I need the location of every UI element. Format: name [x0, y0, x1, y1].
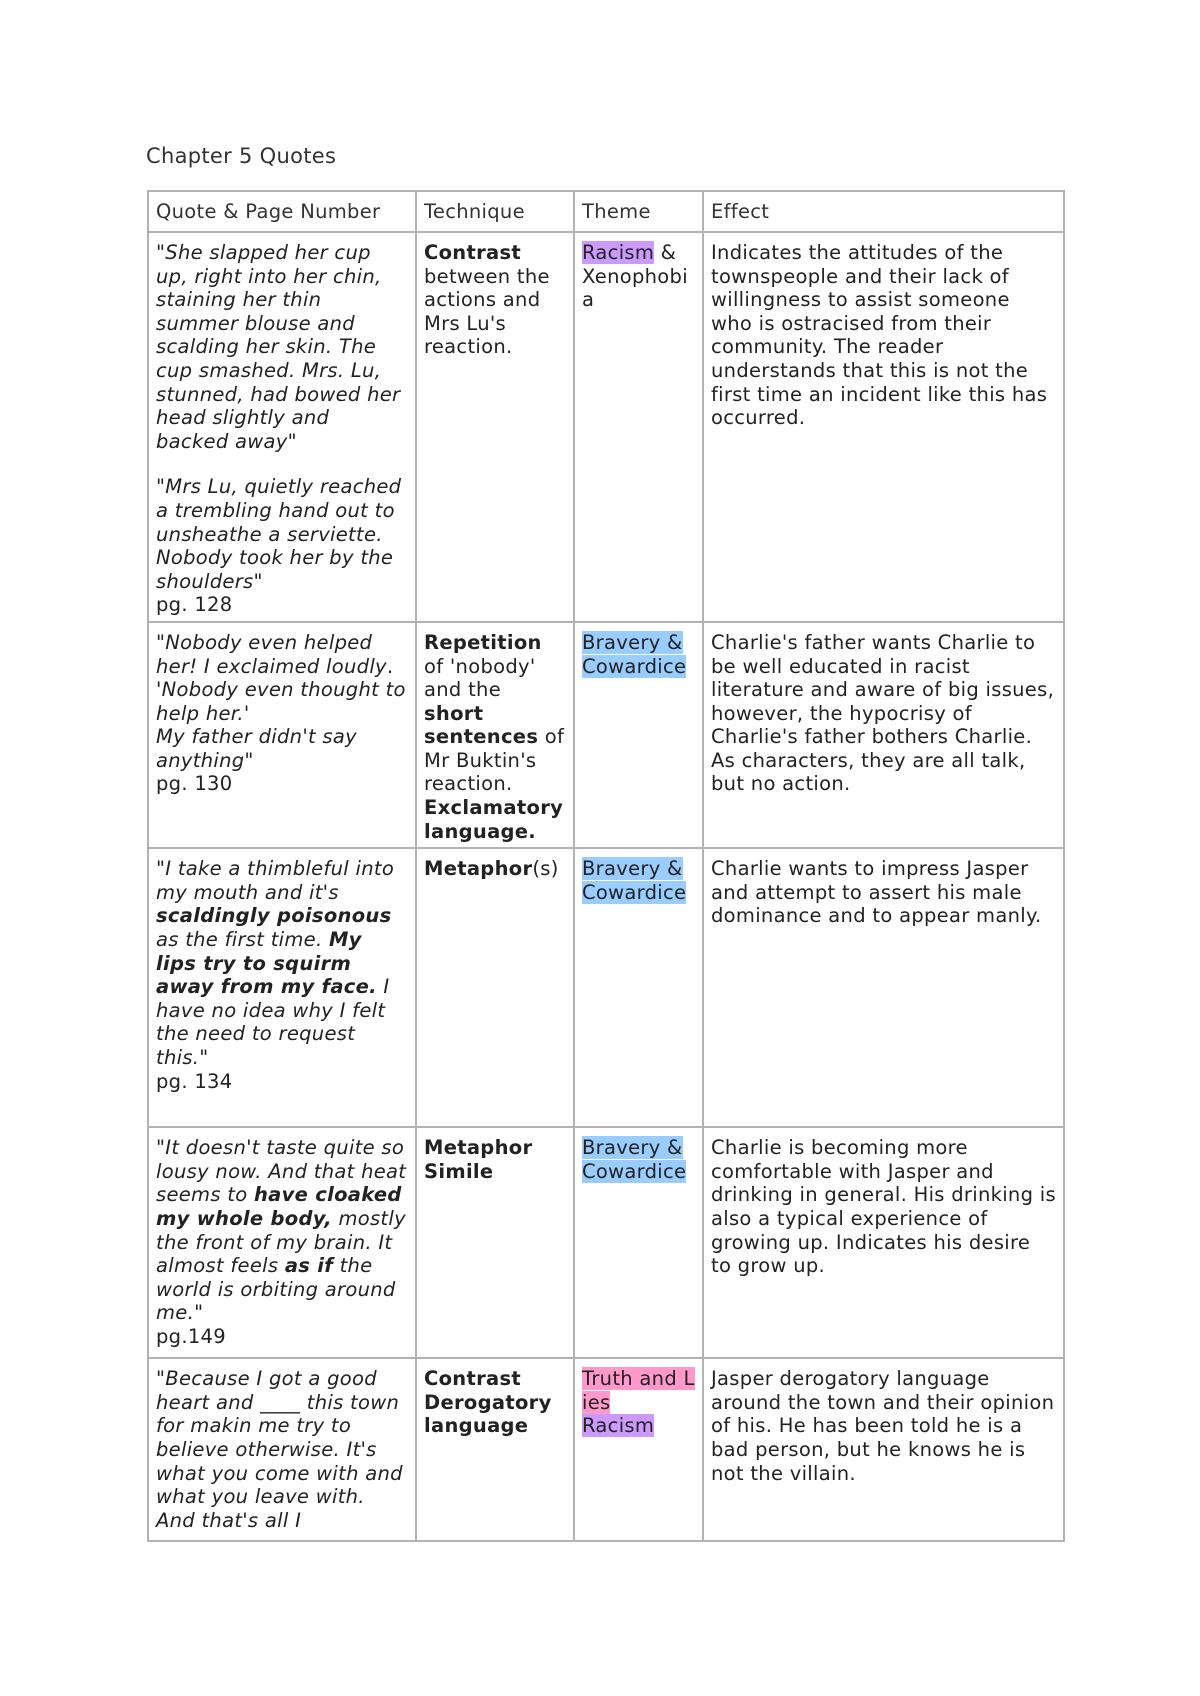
table-row	[148, 232, 1064, 622]
quotes-table	[147, 190, 1065, 1542]
technique-term: Simile	[424, 1159, 494, 1183]
quote-open: "	[156, 1136, 166, 1160]
quote-cell: "Because I got a good heart and ____ this town for makin me try to believe otherwise. It's what you come with and what you leave with. And that's all I	[148, 1358, 416, 1541]
page-number: pg.149	[156, 1325, 226, 1348]
technique-term: Exclamatory language.	[424, 796, 564, 843]
table-row	[148, 848, 1064, 1127]
header-effect: Effect	[703, 191, 1064, 232]
quote-emphasis: have cloaked my whole body,	[156, 1183, 402, 1231]
technique-term: Metaphor	[424, 1136, 533, 1160]
theme-tag-bravery: Bravery & Cowardice	[582, 1136, 687, 1183]
theme-cell	[574, 1127, 703, 1358]
technique-cell	[416, 622, 574, 848]
technique-text: of Mr Buktin's reaction.	[424, 725, 565, 796]
technique-term: Contrast	[424, 241, 522, 264]
theme-tag-racism: Racism	[582, 241, 655, 264]
page-title: Chapter 5 Quotes	[146, 144, 337, 168]
technique-cell	[416, 1358, 574, 1541]
quote-emphasis: My lips try to squirm away from my face.	[156, 928, 377, 999]
technique-text: of 'nobody' and the	[424, 654, 536, 702]
effect-cell: Charlie is becoming more comfortable with Jasper and drinking in general. His drinking is also a typical experience of growing up. Indicates his desire to grow up.	[703, 1127, 1064, 1358]
effect-cell: Indicates the attitudes of the townspeople and their lack of willingness to assist someone who is ostracised from their community. The reader understands that this is not the first time an incident like this has occurred.	[703, 232, 1064, 622]
quote-text: "Nobody even helped her! I exclaimed loudly	[156, 630, 387, 678]
quote-text: "She slapped her cup up, right into her chin, staining her thin summer blouse and scalding her skin. The cup smashed. Mrs. Lu, stunned, had bowed her head slightly and backed away"	[156, 241, 401, 453]
technique-term: Repetition	[424, 630, 542, 654]
quote-close: "	[194, 1301, 204, 1325]
page-number: pg. 134	[156, 1069, 233, 1093]
quote-text: I take a thimbleful into my mouth and it's	[156, 857, 395, 904]
quote-text: the world is orbiting around me.	[156, 1254, 396, 1325]
technique-term: Derogatory language	[424, 1390, 552, 1438]
header-technique: Technique	[416, 191, 574, 232]
theme-tag-bravery: Bravery & Cowardice	[582, 857, 687, 904]
quote-punctuation: .	[386, 654, 394, 678]
table-row	[148, 622, 1064, 848]
quote-cell	[148, 232, 416, 622]
technique-term: Contrast	[424, 1367, 522, 1391]
quote-close: "	[199, 1046, 209, 1069]
quote-text: My father didn't say anything"	[156, 725, 357, 772]
quote-text: 'Nobody even thought to help her.'	[156, 678, 406, 725]
quote-emphasis: as if	[284, 1254, 334, 1278]
theme-tag-bravery: Bravery & Cowardice	[582, 630, 687, 678]
technique-cell	[416, 232, 574, 622]
technique-term: Metaphor	[424, 857, 533, 881]
quote-open: "	[156, 857, 166, 881]
effect-cell: Charlie wants to impress Jasper and attempt to assert his male dominance and to appear manly.	[703, 848, 1064, 1127]
quote-text: as the first time.	[156, 928, 323, 952]
page-number: pg. 130	[156, 772, 233, 796]
technique-cell	[416, 1127, 574, 1358]
theme-tag-racism: Racism	[582, 1414, 655, 1438]
theme-cell	[574, 232, 703, 622]
technique-cell	[416, 848, 574, 1127]
theme-cell	[574, 1358, 703, 1541]
theme-cell	[574, 848, 703, 1127]
quote-cell	[148, 622, 416, 848]
quote-text: "Mrs Lu, quietly reached a trembling hand out to unsheathe a serviette. Nobody took her by the shoulders"	[156, 475, 402, 593]
table-row	[148, 1358, 1064, 1541]
theme-cell	[574, 622, 703, 848]
technique-text: between the actions and Mrs Lu's reaction.	[424, 264, 550, 359]
quote-text: mostly the front of my brain. It almost feels	[156, 1207, 406, 1278]
theme-text: & Xenophobia	[582, 241, 688, 312]
header-quote: Quote & Page Number	[148, 191, 416, 232]
quote-emphasis: scaldingly poisonous	[156, 904, 392, 928]
quote-cell	[148, 848, 416, 1127]
technique-term: short sentences	[424, 701, 539, 749]
quote-cell	[148, 1127, 416, 1358]
table-row	[148, 1127, 1064, 1358]
effect-cell: Jasper derogatory language around the town and their opinion of his. He has been told he is a bad person, but he knows he is not the villain.	[703, 1358, 1064, 1541]
quote-text: I have no idea why I felt the need to request this.	[156, 975, 390, 1069]
page-number: pg. 128	[156, 593, 233, 617]
quote-text: It doesn't taste quite so lousy now. And that heat seems to	[156, 1136, 407, 1207]
theme-tag-truth: Truth and Lies	[582, 1367, 695, 1414]
technique-text: (s)	[532, 857, 559, 881]
header-theme: Theme	[574, 191, 703, 232]
table-header-row	[148, 191, 1064, 232]
effect-cell: Charlie's father wants Charlie to be well educated in racist literature and aware of big issues, however, the hypocrisy of Charlie's father bothers Charlie. As characters, they are all talk, but no action.	[703, 622, 1064, 848]
